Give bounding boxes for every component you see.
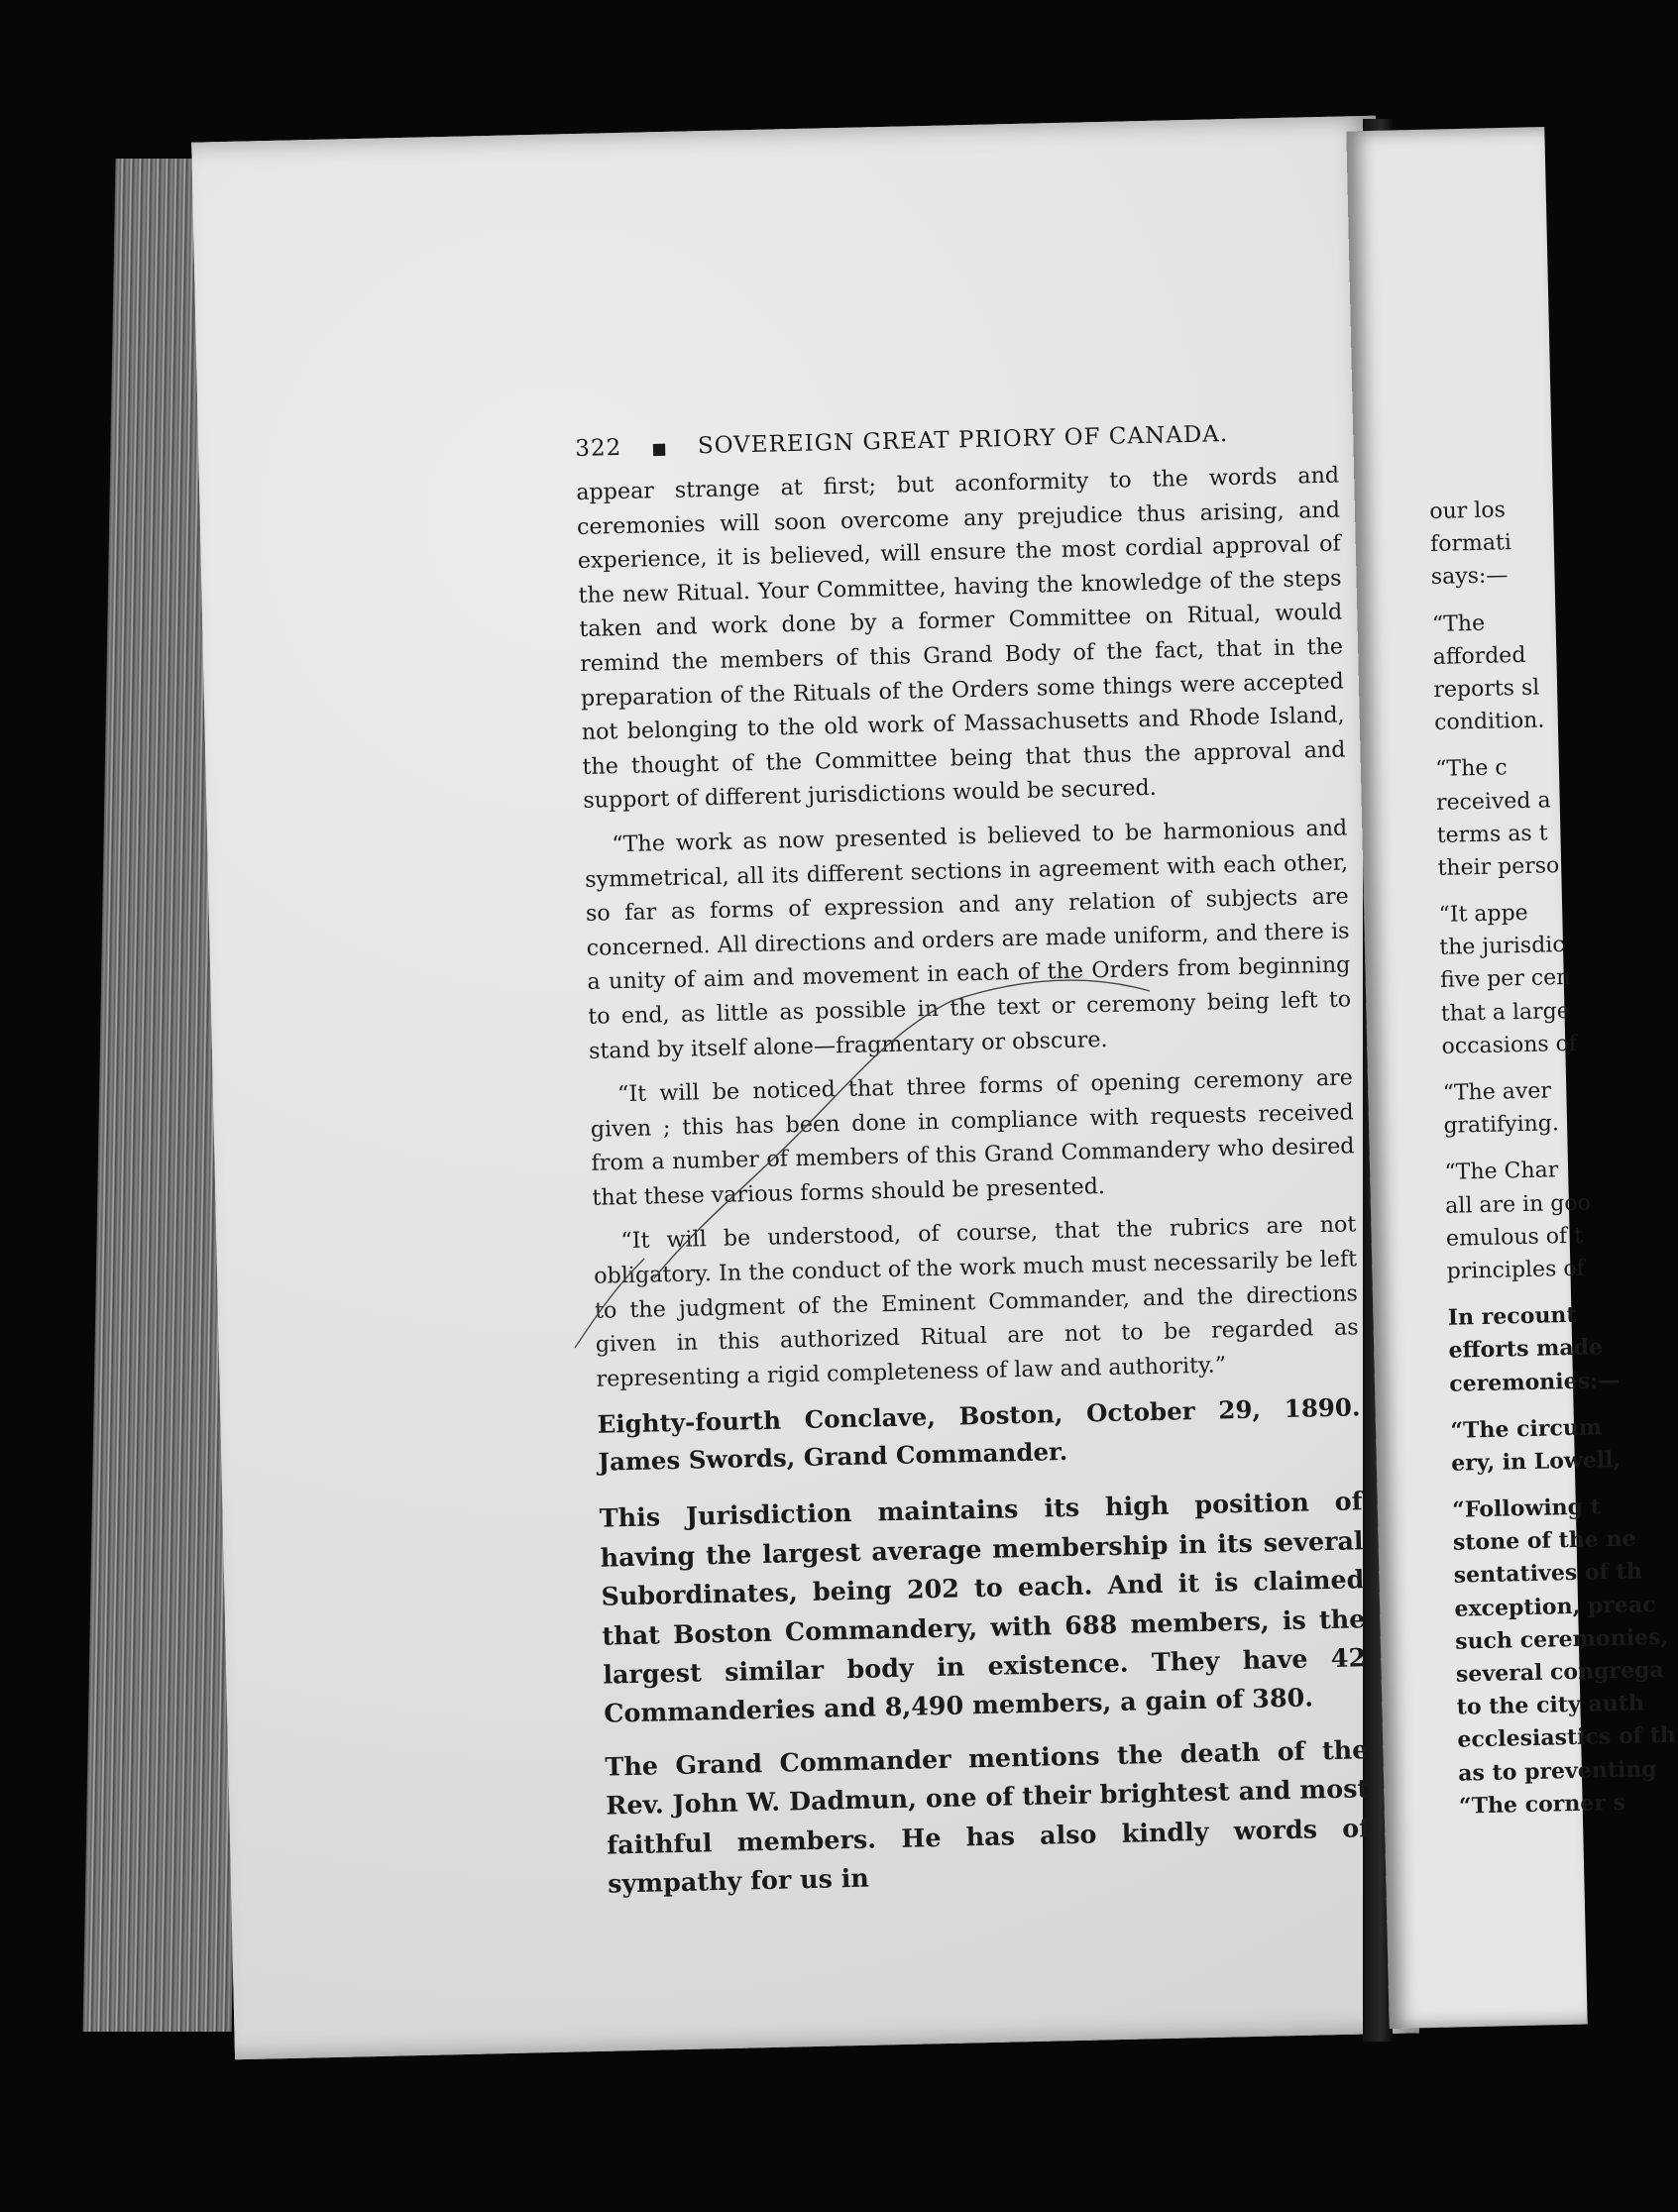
right-page-line: condition. (1433, 708, 1545, 736)
quote-paragraph: appear strange at first; but aconformity to the words and ceremonies will soon overcome any prejudice thus arising, and experience, it is believed, will ensure the most cordial approval of the new Ritual. Your Committee, having the knowledge of the steps taken and work done by a former Committee on Ritual, would remind the members of this Grand Body of the fact, that in the preparation of the Rituals of the Orders some things were accepted not belonging to the old work of Massachusetts and Rhode Island, the thought of the Committee being that thus the approval and support of different jurisdictions would be secured. (575, 462, 1346, 815)
right-page-line: terms as t (1436, 821, 1548, 848)
right-page-line: our los (1429, 498, 1507, 524)
right-page-line: “The corner s (1458, 1789, 1626, 1820)
right-page-line: that a large (1440, 998, 1570, 1027)
right-page-line: sentatives of th (1453, 1558, 1643, 1590)
right-page-line: the jurisdic (1439, 933, 1565, 961)
right-page-line: ery, in Lowell, (1450, 1446, 1622, 1477)
running-title: SOVEREIGN GREAT PRIORY OF CANADA. (697, 421, 1229, 460)
right-page-line: “The aver (1442, 1078, 1552, 1106)
right-page-line: emulous of t (1445, 1223, 1584, 1252)
right-page-line: ceremonies:— (1449, 1367, 1621, 1397)
main-text-column (575, 419, 1372, 1919)
right-page-line: all are in goo (1444, 1190, 1592, 1219)
right-page-line: formati (1429, 530, 1512, 558)
right-page-line: “The (1431, 610, 1486, 637)
right-page-line: “The circum (1450, 1413, 1603, 1444)
right-page-line: to the city auth (1456, 1690, 1645, 1720)
right-page-line: their perso (1437, 852, 1560, 881)
right-page-line: received a (1435, 787, 1551, 816)
committee-report-quote (576, 459, 1360, 1397)
right-page-line: efforts made (1448, 1334, 1604, 1365)
right-page-line: occasions of (1441, 1031, 1578, 1059)
body-text (599, 1483, 1371, 1904)
page-number: 322 (575, 434, 622, 462)
quote-paragraph: “It will be understood, of course, that the rubrics are not obligatory. In the conduct of the work much must necessarily be left to the judgment of the Eminent Commander, and the directions given in this authorized Ritual are not to be regarded as representing a rigid completeness of law and authority.” (593, 1211, 1359, 1392)
right-page-line: afforded (1432, 642, 1526, 670)
right-page-line: reports sl (1433, 675, 1540, 703)
right-page-line: principles of (1446, 1256, 1586, 1284)
right-page-line: as to preventing (1457, 1755, 1657, 1787)
right-page-line: “It appe (1438, 900, 1528, 928)
right-page-line: “The Char (1444, 1158, 1559, 1186)
bullet-mark-icon: ■ (651, 438, 668, 459)
right-page-line: “The c (1434, 755, 1508, 783)
right-page-line: says:— (1430, 563, 1509, 591)
right-page-line: ecclesiastics of th (1457, 1722, 1677, 1754)
right-page-line: gratifying. (1443, 1111, 1560, 1140)
right-page-line: “Following t (1451, 1493, 1602, 1523)
right-page-line: such ceremonies, (1454, 1623, 1669, 1655)
quote-paragraph: “The work as now presented is believed to be harmonious and symmetrical, all its different sections in agreement with each other, so far as forms of expression and any relation of subjects are concerned. All directions and orders are made uniform, and there is a unity of aim and movement in each of the Orders from beginning to end, as little as possible in the text or ceremony being left to stand by itself alone—fragmentary or obscure. (584, 815, 1352, 1064)
right-page-line: In recount (1447, 1301, 1577, 1331)
body-paragraph: This Jurisdiction maintains its high position of having the largest average membership in its several Subordinates, being 202 to each. And it is claimed that Boston Commandery, with 688 members, is the largest similar body in existence. They have 42 Commanderies and 8,490 members, a gain of 380. (599, 1486, 1367, 1729)
right-page-line: stone of the ne (1452, 1525, 1636, 1556)
quote-paragraph: “It will be noticed that three forms of opening ceremony are given ; this has been done in compliance with requests received from a number of members of this Grand Commandery who desired that these various forms should be presented. (590, 1064, 1355, 1211)
right-page-line: several congrega (1455, 1656, 1664, 1688)
right-page-text-fragment (1429, 492, 1677, 1823)
right-page-line: five per cen (1439, 965, 1571, 994)
right-page-line: exception, preac (1454, 1591, 1656, 1622)
conclave-heading: Eighty-fourth Conclave, Boston, October 29, 1890. James Swords, Grand Commander. (597, 1392, 1361, 1478)
body-paragraph: The Grand Commander mentions the death of the Rev. John W. Dadmun, one of their brightest and most faithful members. He has also kindly words of sympathy for us in (605, 1734, 1371, 1899)
